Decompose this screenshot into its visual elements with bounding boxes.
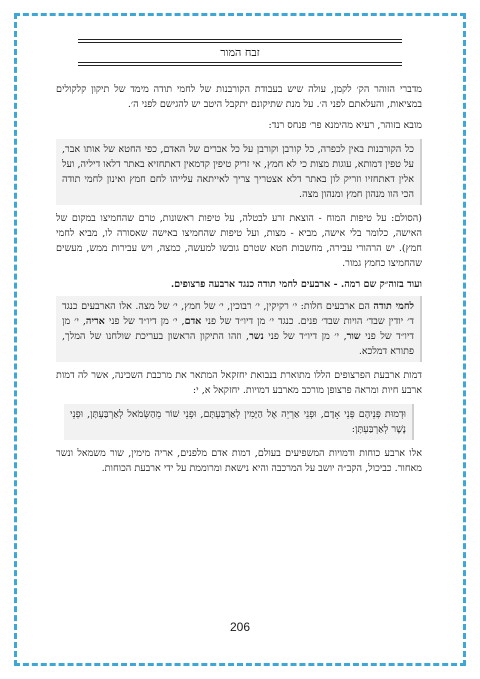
ezekiel-verse-quote: וּדְמוּת פְּנֵיהֶם פְּנֵי אָדָם, וּפְנֵי אַרְיֵה אֶל הַיָּמִין לְאַרְבַּעְתָּם, וּפְנֵי שׁוֹר מֵהַשְּׂמֹאל לְאַרְבַּעְתָּן, וּפְנֵי נֶשֶׁר לְאַרְבַּעְתָּן: [64, 404, 414, 440]
running-header [78, 39, 402, 66]
loaves-text-2: , י׳ מן דיו״ד של פני [104, 316, 185, 327]
loaves-text-3: , י׳ מן דיו״ד של פני [62, 316, 414, 342]
page-number: 206 [229, 620, 251, 634]
face-aryeh: אריה [85, 316, 105, 327]
face-adam: אדם [184, 316, 202, 327]
thanksgiving-loaves-term: לחמי תודה [373, 301, 414, 312]
four-forces-paragraph: אלו ארבע כוחות ודמויות המשפיעים בעולם, דמות אדם מלפנים, אריה מימין, שור משמאל ונשר מאחור. כביכול, הקב״ה יושב על המרכבה והיא נישאת ומרוממת על ידי ארבעת הכוחות. [56, 448, 422, 474]
face-shor: שור [346, 331, 361, 342]
ezekiel-vision-paragraph: דמות ארבעת הפרצופים הללו מתוארת בנבואת יחזקאל המתאר את מרכבת השכינה, אשר לה דמות ארבע חיות ומראה פרצופן מורכב מארבע דמויות. יחזקאל א, י: [56, 370, 422, 396]
loaves-text-1: הם ארבעים חלות: י׳ רקיקין, י׳ רבוכין, י׳ של חמץ, י׳ של מצה. אלו הארבעים כנגד ד׳ יודין שבד׳ הויות שבד׳ פנים. כנגד י׳ מן דיו״ד של פני [62, 301, 414, 327]
loaves-text-4: , י׳ מן דיו״ד של פני [263, 331, 347, 342]
header-top-rule [78, 39, 402, 43]
zohar-quote-block: כל הקורבנות באין לכפרה, כל קורבן וקורבן על כל אברים של האדם, כפי החטא של אותו אבר, על טפין דמותא, עוגות מצות כי לא חמץ, אי זריק טיפין קדמאין דאתחזיא באתר דלאו דיליה, ועל אלין דאתחזיו וזריק לון באתר דלא אצטריך צריך לאייתאה עלייהו לחם חמץ ואינון לחמי תודה הכי הוו מנהון חמץ ומנהון מצה. [56, 139, 422, 205]
header-title: זבח המור [220, 46, 260, 59]
face-nesher: נשר [249, 331, 264, 342]
thanksgiving-loaves-block [56, 296, 422, 362]
sulam-commentary-paragraph: (הסולם: על טיפות המוח - הוצאת זרע לבטלה, על טיפות ראשונות, טרם שהחמיצו במקום של האישה, כלומר בלי אישה, מביא - מצות, ועל טיפות שהחמיצו באישה שאסורה לו, מביא לחמי חמץ). יש הרהורי עבירה, מחשבות חטא שטרם גובשו למעשה, כמצה, ויש עבירות ממש, מעשים שהחמיצו כחמץ גמור. [56, 213, 422, 269]
intro-paragraph: מדברי הזוהר הק׳ לקמן, עולה שיש בעבודת הקורבנות של לחמי תודה מימד של תיקון קלקולים במציאות, והעלאתם לפני ה׳. על מנת שתיקונם יתקבל היטב יש להגישם לפני ה׳. [56, 84, 422, 110]
loaves-text-5: , וזהו התיקון הראשון בעריכת שולחנו של המלך, פתורא דמלכא. [62, 331, 414, 357]
zohar-citation-heading: מובא בזוהר, רעיא מהימנא פר׳ פנחס רנד: [268, 120, 422, 131]
header-bottom-rule [78, 62, 402, 66]
page-body [56, 82, 422, 482]
forty-loaves-heading: ועוד בזוה״ק שם רמה. - ארבעים לחמי תודה כנגד ארבעה פרצופים. [170, 279, 422, 290]
